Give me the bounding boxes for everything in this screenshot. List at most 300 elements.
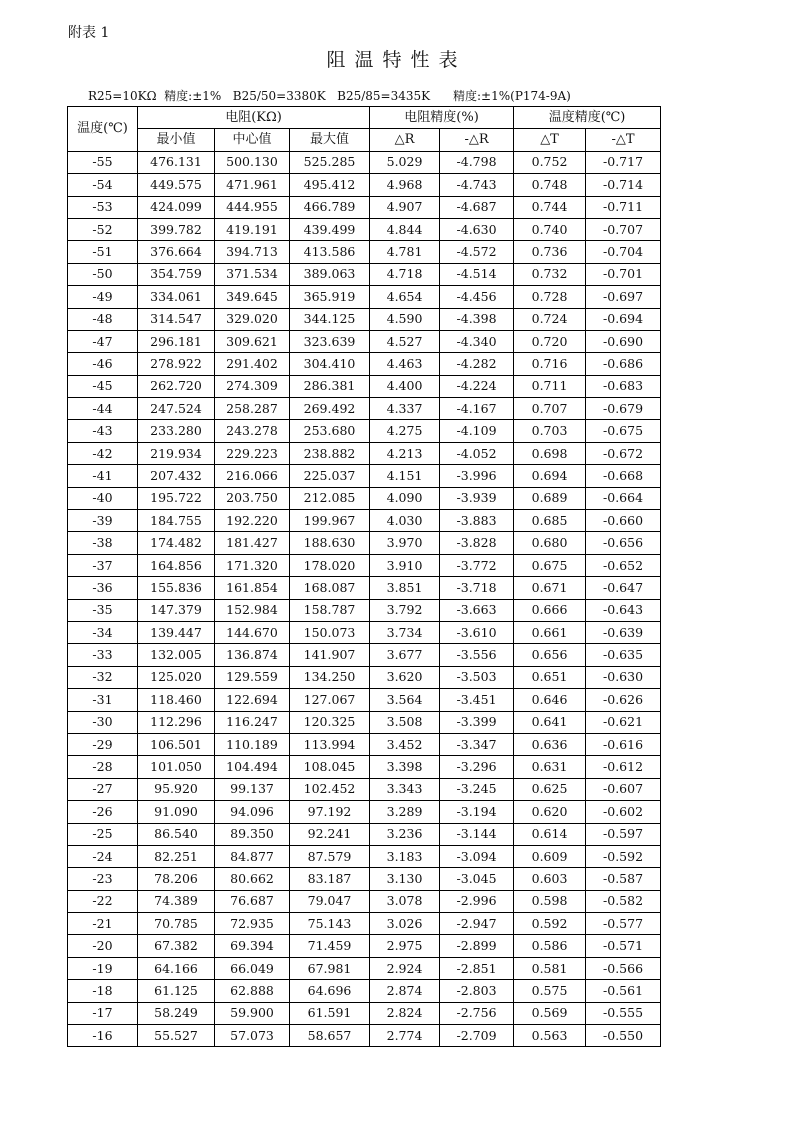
temperature-cell: -18	[68, 980, 138, 1002]
min-resistance-cell: 132.005	[138, 644, 215, 666]
header-minus-delta-r: -△R	[440, 129, 514, 151]
minus-delta-t-cell: -0.630	[586, 666, 661, 688]
minus-delta-r-cell: -3.939	[440, 487, 514, 509]
minus-delta-r-cell: -2.709	[440, 1025, 514, 1047]
delta-r-cell: 3.452	[370, 733, 440, 755]
max-resistance-cell: 238.882	[290, 442, 370, 464]
temperature-cell: -38	[68, 532, 138, 554]
minus-delta-r-cell: -4.224	[440, 375, 514, 397]
minus-delta-t-cell: -0.635	[586, 644, 661, 666]
temperature-cell: -52	[68, 218, 138, 240]
temperature-cell: -45	[68, 375, 138, 397]
max-resistance-cell: 61.591	[290, 1002, 370, 1024]
minus-delta-t-cell: -0.561	[586, 980, 661, 1002]
delta-t-cell: 0.620	[514, 801, 586, 823]
minus-delta-t-cell: -0.656	[586, 532, 661, 554]
table-row	[68, 353, 661, 375]
temperature-cell: -25	[68, 823, 138, 845]
min-resistance-cell: 91.090	[138, 801, 215, 823]
min-resistance-cell: 233.280	[138, 420, 215, 442]
delta-t-cell: 0.661	[514, 621, 586, 643]
delta-r-cell: 4.968	[370, 174, 440, 196]
delta-r-cell: 4.718	[370, 263, 440, 285]
minus-delta-r-cell: -3.556	[440, 644, 514, 666]
table-row	[68, 868, 661, 890]
minus-delta-t-cell: -0.621	[586, 711, 661, 733]
delta-t-cell: 0.636	[514, 733, 586, 755]
center-resistance-cell: 69.394	[215, 935, 290, 957]
minus-delta-r-cell: -3.144	[440, 823, 514, 845]
max-resistance-cell: 168.087	[290, 577, 370, 599]
temperature-cell: -20	[68, 935, 138, 957]
max-resistance-cell: 102.452	[290, 778, 370, 800]
delta-r-cell: 3.910	[370, 554, 440, 576]
delta-t-cell: 0.698	[514, 442, 586, 464]
table-row	[68, 801, 661, 823]
minus-delta-t-cell: -0.612	[586, 756, 661, 778]
min-resistance-cell: 58.249	[138, 1002, 215, 1024]
minus-delta-t-cell: -0.694	[586, 308, 661, 330]
delta-t-cell: 0.598	[514, 890, 586, 912]
delta-t-cell: 0.707	[514, 398, 586, 420]
delta-t-cell: 0.736	[514, 241, 586, 263]
center-resistance-cell: 104.494	[215, 756, 290, 778]
delta-t-cell: 0.748	[514, 174, 586, 196]
header-resistance-accuracy: 电阻精度(%)	[370, 107, 514, 129]
delta-t-cell: 0.685	[514, 510, 586, 532]
delta-r-cell: 2.824	[370, 1002, 440, 1024]
minus-delta-t-cell: -0.660	[586, 510, 661, 532]
max-resistance-cell: 108.045	[290, 756, 370, 778]
delta-r-cell: 3.851	[370, 577, 440, 599]
minus-delta-t-cell: -0.647	[586, 577, 661, 599]
temperature-cell: -51	[68, 241, 138, 263]
minus-delta-r-cell: -4.282	[440, 353, 514, 375]
delta-t-cell: 0.744	[514, 196, 586, 218]
table-row	[68, 756, 661, 778]
temperature-cell: -46	[68, 353, 138, 375]
table-row	[68, 711, 661, 733]
delta-t-cell: 0.592	[514, 913, 586, 935]
delta-t-cell: 0.651	[514, 666, 586, 688]
minus-delta-t-cell: -0.701	[586, 263, 661, 285]
table-row	[68, 375, 661, 397]
minus-delta-r-cell: -3.347	[440, 733, 514, 755]
minus-delta-t-cell: -0.672	[586, 442, 661, 464]
delta-t-cell: 0.646	[514, 689, 586, 711]
delta-r-cell: 4.527	[370, 330, 440, 352]
min-resistance-cell: 314.547	[138, 308, 215, 330]
delta-r-cell: 3.236	[370, 823, 440, 845]
min-resistance-cell: 376.664	[138, 241, 215, 263]
minus-delta-r-cell: -3.610	[440, 621, 514, 643]
center-resistance-cell: 274.309	[215, 375, 290, 397]
delta-r-cell: 3.734	[370, 621, 440, 643]
delta-t-cell: 0.656	[514, 644, 586, 666]
center-resistance-cell: 309.621	[215, 330, 290, 352]
min-resistance-cell: 164.856	[138, 554, 215, 576]
min-resistance-cell: 82.251	[138, 845, 215, 867]
max-resistance-cell: 97.192	[290, 801, 370, 823]
max-resistance-cell: 344.125	[290, 308, 370, 330]
minus-delta-r-cell: -3.828	[440, 532, 514, 554]
center-resistance-cell: 216.066	[215, 465, 290, 487]
temperature-cell: -43	[68, 420, 138, 442]
min-resistance-cell: 101.050	[138, 756, 215, 778]
delta-r-cell: 3.289	[370, 801, 440, 823]
table-row	[68, 442, 661, 464]
min-resistance-cell: 95.920	[138, 778, 215, 800]
max-resistance-cell: 269.492	[290, 398, 370, 420]
temperature-cell: -16	[68, 1025, 138, 1047]
table-row	[68, 151, 661, 173]
max-resistance-cell: 87.579	[290, 845, 370, 867]
minus-delta-t-cell: -0.616	[586, 733, 661, 755]
table-row	[68, 621, 661, 643]
center-resistance-cell: 329.020	[215, 308, 290, 330]
delta-t-cell: 0.603	[514, 868, 586, 890]
temperature-cell: -40	[68, 487, 138, 509]
delta-r-cell: 2.774	[370, 1025, 440, 1047]
delta-r-cell: 4.907	[370, 196, 440, 218]
delta-t-cell: 0.575	[514, 980, 586, 1002]
delta-r-cell: 3.508	[370, 711, 440, 733]
minus-delta-t-cell: -0.582	[586, 890, 661, 912]
table-row	[68, 465, 661, 487]
temperature-cell: -50	[68, 263, 138, 285]
center-resistance-cell: 80.662	[215, 868, 290, 890]
header-delta-t: △T	[514, 129, 586, 151]
table-row	[68, 980, 661, 1002]
min-resistance-cell: 86.540	[138, 823, 215, 845]
minus-delta-t-cell: -0.602	[586, 801, 661, 823]
minus-delta-r-cell: -2.899	[440, 935, 514, 957]
min-resistance-cell: 207.432	[138, 465, 215, 487]
minus-delta-r-cell: -4.743	[440, 174, 514, 196]
delta-r-cell: 2.975	[370, 935, 440, 957]
table-row	[68, 913, 661, 935]
center-resistance-cell: 122.694	[215, 689, 290, 711]
center-resistance-cell: 136.874	[215, 644, 290, 666]
table-row	[68, 845, 661, 867]
minus-delta-r-cell: -3.772	[440, 554, 514, 576]
minus-delta-t-cell: -0.711	[586, 196, 661, 218]
max-resistance-cell: 79.047	[290, 890, 370, 912]
max-resistance-cell: 413.586	[290, 241, 370, 263]
min-resistance-cell: 424.099	[138, 196, 215, 218]
center-resistance-cell: 349.645	[215, 286, 290, 308]
temperature-cell: -23	[68, 868, 138, 890]
delta-r-cell: 3.792	[370, 599, 440, 621]
delta-r-cell: 4.654	[370, 286, 440, 308]
max-resistance-cell: 158.787	[290, 599, 370, 621]
min-resistance-cell: 78.206	[138, 868, 215, 890]
header-row-sub	[68, 129, 661, 151]
table-row	[68, 666, 661, 688]
temperature-cell: -31	[68, 689, 138, 711]
temperature-cell: -41	[68, 465, 138, 487]
temperature-cell: -30	[68, 711, 138, 733]
delta-t-cell: 0.614	[514, 823, 586, 845]
table-row	[68, 554, 661, 576]
max-resistance-cell: 120.325	[290, 711, 370, 733]
min-resistance-cell: 70.785	[138, 913, 215, 935]
max-resistance-cell: 150.073	[290, 621, 370, 643]
minus-delta-t-cell: -0.652	[586, 554, 661, 576]
minus-delta-t-cell: -0.679	[586, 398, 661, 420]
table-row	[68, 935, 661, 957]
table-row	[68, 823, 661, 845]
min-resistance-cell: 139.447	[138, 621, 215, 643]
delta-r-cell: 4.781	[370, 241, 440, 263]
table-row	[68, 420, 661, 442]
table-row	[68, 487, 661, 509]
max-resistance-cell: 75.143	[290, 913, 370, 935]
min-resistance-cell: 67.382	[138, 935, 215, 957]
min-resistance-cell: 247.524	[138, 398, 215, 420]
minus-delta-t-cell: -0.707	[586, 218, 661, 240]
center-resistance-cell: 152.984	[215, 599, 290, 621]
center-resistance-cell: 84.877	[215, 845, 290, 867]
delta-t-cell: 0.694	[514, 465, 586, 487]
delta-r-cell: 4.030	[370, 510, 440, 532]
center-resistance-cell: 66.049	[215, 957, 290, 979]
minus-delta-t-cell: -0.577	[586, 913, 661, 935]
max-resistance-cell: 365.919	[290, 286, 370, 308]
center-resistance-cell: 181.427	[215, 532, 290, 554]
table-row	[68, 196, 661, 218]
minus-delta-t-cell: -0.675	[586, 420, 661, 442]
header-max: 最大值	[290, 129, 370, 151]
header-center: 中心值	[215, 129, 290, 151]
minus-delta-t-cell: -0.668	[586, 465, 661, 487]
delta-r-cell: 4.275	[370, 420, 440, 442]
delta-r-cell: 5.029	[370, 151, 440, 173]
temperature-cell: -49	[68, 286, 138, 308]
table-row	[68, 957, 661, 979]
minus-delta-t-cell: -0.714	[586, 174, 661, 196]
minus-delta-t-cell: -0.686	[586, 353, 661, 375]
header-temperature-accuracy: 温度精度(℃)	[514, 107, 661, 129]
max-resistance-cell: 83.187	[290, 868, 370, 890]
temperature-cell: -36	[68, 577, 138, 599]
table-row	[68, 577, 661, 599]
minus-delta-r-cell: -3.996	[440, 465, 514, 487]
temperature-cell: -29	[68, 733, 138, 755]
max-resistance-cell: 304.410	[290, 353, 370, 375]
minus-delta-t-cell: -0.592	[586, 845, 661, 867]
table-row	[68, 174, 661, 196]
delta-t-cell: 0.631	[514, 756, 586, 778]
center-resistance-cell: 192.220	[215, 510, 290, 532]
temperature-cell: -37	[68, 554, 138, 576]
temperature-cell: -48	[68, 308, 138, 330]
max-resistance-cell: 495.412	[290, 174, 370, 196]
temperature-cell: -53	[68, 196, 138, 218]
minus-delta-t-cell: -0.571	[586, 935, 661, 957]
center-resistance-cell: 371.534	[215, 263, 290, 285]
minus-delta-r-cell: -2.756	[440, 1002, 514, 1024]
minus-delta-t-cell: -0.683	[586, 375, 661, 397]
delta-t-cell: 0.671	[514, 577, 586, 599]
minus-delta-r-cell: -4.456	[440, 286, 514, 308]
delta-r-cell: 3.343	[370, 778, 440, 800]
minus-delta-r-cell: -3.245	[440, 778, 514, 800]
temperature-cell: -32	[68, 666, 138, 688]
min-resistance-cell: 296.181	[138, 330, 215, 352]
max-resistance-cell: 188.630	[290, 532, 370, 554]
delta-r-cell: 2.924	[370, 957, 440, 979]
minus-delta-r-cell: -4.514	[440, 263, 514, 285]
table-row	[68, 778, 661, 800]
minus-delta-r-cell: -3.194	[440, 801, 514, 823]
minus-delta-r-cell: -4.167	[440, 398, 514, 420]
table-row	[68, 510, 661, 532]
min-resistance-cell: 64.166	[138, 957, 215, 979]
table-row	[68, 1025, 661, 1047]
minus-delta-t-cell: -0.587	[586, 868, 661, 890]
minus-delta-r-cell: -4.340	[440, 330, 514, 352]
delta-r-cell: 3.026	[370, 913, 440, 935]
minus-delta-r-cell: -2.803	[440, 980, 514, 1002]
center-resistance-cell: 258.287	[215, 398, 290, 420]
table-row	[68, 644, 661, 666]
minus-delta-r-cell: -3.296	[440, 756, 514, 778]
max-resistance-cell: 178.020	[290, 554, 370, 576]
delta-t-cell: 0.724	[514, 308, 586, 330]
center-resistance-cell: 62.888	[215, 980, 290, 1002]
min-resistance-cell: 155.836	[138, 577, 215, 599]
max-resistance-cell: 64.696	[290, 980, 370, 1002]
table-row	[68, 263, 661, 285]
temperature-cell: -47	[68, 330, 138, 352]
temperature-cell: -35	[68, 599, 138, 621]
delta-r-cell: 4.213	[370, 442, 440, 464]
temperature-cell: -55	[68, 151, 138, 173]
center-resistance-cell: 229.223	[215, 442, 290, 464]
table-row	[68, 308, 661, 330]
max-resistance-cell: 58.657	[290, 1025, 370, 1047]
minus-delta-r-cell: -2.947	[440, 913, 514, 935]
min-resistance-cell: 354.759	[138, 263, 215, 285]
delta-t-cell: 0.728	[514, 286, 586, 308]
delta-r-cell: 3.620	[370, 666, 440, 688]
temperature-cell: -17	[68, 1002, 138, 1024]
center-resistance-cell: 444.955	[215, 196, 290, 218]
delta-r-cell: 3.398	[370, 756, 440, 778]
delta-t-cell: 0.675	[514, 554, 586, 576]
minus-delta-r-cell: -2.851	[440, 957, 514, 979]
max-resistance-cell: 323.639	[290, 330, 370, 352]
header-delta-r: △R	[370, 129, 440, 151]
minus-delta-r-cell: -2.996	[440, 890, 514, 912]
min-resistance-cell: 219.934	[138, 442, 215, 464]
center-resistance-cell: 57.073	[215, 1025, 290, 1047]
max-resistance-cell: 253.680	[290, 420, 370, 442]
spec-line: R25=10KΩ 精度:±1% B25/50=3380K B25/85=3435K 精度:±1%(P174-9A)	[88, 89, 571, 103]
delta-r-cell: 4.400	[370, 375, 440, 397]
table-row	[68, 532, 661, 554]
minus-delta-t-cell: -0.697	[586, 286, 661, 308]
temperature-cell: -26	[68, 801, 138, 823]
min-resistance-cell: 184.755	[138, 510, 215, 532]
minus-delta-r-cell: -3.883	[440, 510, 514, 532]
table-row	[68, 1002, 661, 1024]
min-resistance-cell: 399.782	[138, 218, 215, 240]
max-resistance-cell: 225.037	[290, 465, 370, 487]
center-resistance-cell: 76.687	[215, 890, 290, 912]
minus-delta-r-cell: -3.094	[440, 845, 514, 867]
min-resistance-cell: 195.722	[138, 487, 215, 509]
minus-delta-r-cell: -3.503	[440, 666, 514, 688]
minus-delta-r-cell: -4.109	[440, 420, 514, 442]
min-resistance-cell: 147.379	[138, 599, 215, 621]
delta-t-cell: 0.752	[514, 151, 586, 173]
minus-delta-t-cell: -0.643	[586, 599, 661, 621]
delta-t-cell: 0.720	[514, 330, 586, 352]
delta-r-cell: 3.677	[370, 644, 440, 666]
delta-r-cell: 4.844	[370, 218, 440, 240]
center-resistance-cell: 419.191	[215, 218, 290, 240]
table-row	[68, 733, 661, 755]
minus-delta-t-cell: -0.639	[586, 621, 661, 643]
delta-t-cell: 0.740	[514, 218, 586, 240]
center-resistance-cell: 116.247	[215, 711, 290, 733]
minus-delta-t-cell: -0.626	[586, 689, 661, 711]
min-resistance-cell: 112.296	[138, 711, 215, 733]
temperature-cell: -42	[68, 442, 138, 464]
min-resistance-cell: 174.482	[138, 532, 215, 554]
header-row-top	[68, 107, 661, 129]
minus-delta-t-cell: -0.664	[586, 487, 661, 509]
center-resistance-cell: 471.961	[215, 174, 290, 196]
center-resistance-cell: 500.130	[215, 151, 290, 173]
table-row	[68, 398, 661, 420]
max-resistance-cell: 134.250	[290, 666, 370, 688]
table-row	[68, 689, 661, 711]
minus-delta-r-cell: -3.451	[440, 689, 514, 711]
center-resistance-cell: 144.670	[215, 621, 290, 643]
minus-delta-t-cell: -0.607	[586, 778, 661, 800]
temperature-cell: -22	[68, 890, 138, 912]
minus-delta-t-cell: -0.550	[586, 1025, 661, 1047]
delta-t-cell: 0.625	[514, 778, 586, 800]
temperature-cell: -54	[68, 174, 138, 196]
header-temperature: 温度(℃)	[68, 107, 138, 152]
delta-t-cell: 0.689	[514, 487, 586, 509]
minus-delta-t-cell: -0.566	[586, 957, 661, 979]
center-resistance-cell: 161.854	[215, 577, 290, 599]
center-resistance-cell: 89.350	[215, 823, 290, 845]
max-resistance-cell: 141.907	[290, 644, 370, 666]
delta-r-cell: 4.151	[370, 465, 440, 487]
table-row	[68, 218, 661, 240]
minus-delta-t-cell: -0.717	[586, 151, 661, 173]
temperature-cell: -33	[68, 644, 138, 666]
minus-delta-r-cell: -4.798	[440, 151, 514, 173]
max-resistance-cell: 92.241	[290, 823, 370, 845]
appendix-label: 附表 1	[68, 25, 110, 41]
center-resistance-cell: 129.559	[215, 666, 290, 688]
min-resistance-cell: 125.020	[138, 666, 215, 688]
delta-t-cell: 0.711	[514, 375, 586, 397]
delta-t-cell: 0.641	[514, 711, 586, 733]
max-resistance-cell: 466.789	[290, 196, 370, 218]
center-resistance-cell: 291.402	[215, 353, 290, 375]
center-resistance-cell: 394.713	[215, 241, 290, 263]
delta-t-cell: 0.666	[514, 599, 586, 621]
center-resistance-cell: 203.750	[215, 487, 290, 509]
